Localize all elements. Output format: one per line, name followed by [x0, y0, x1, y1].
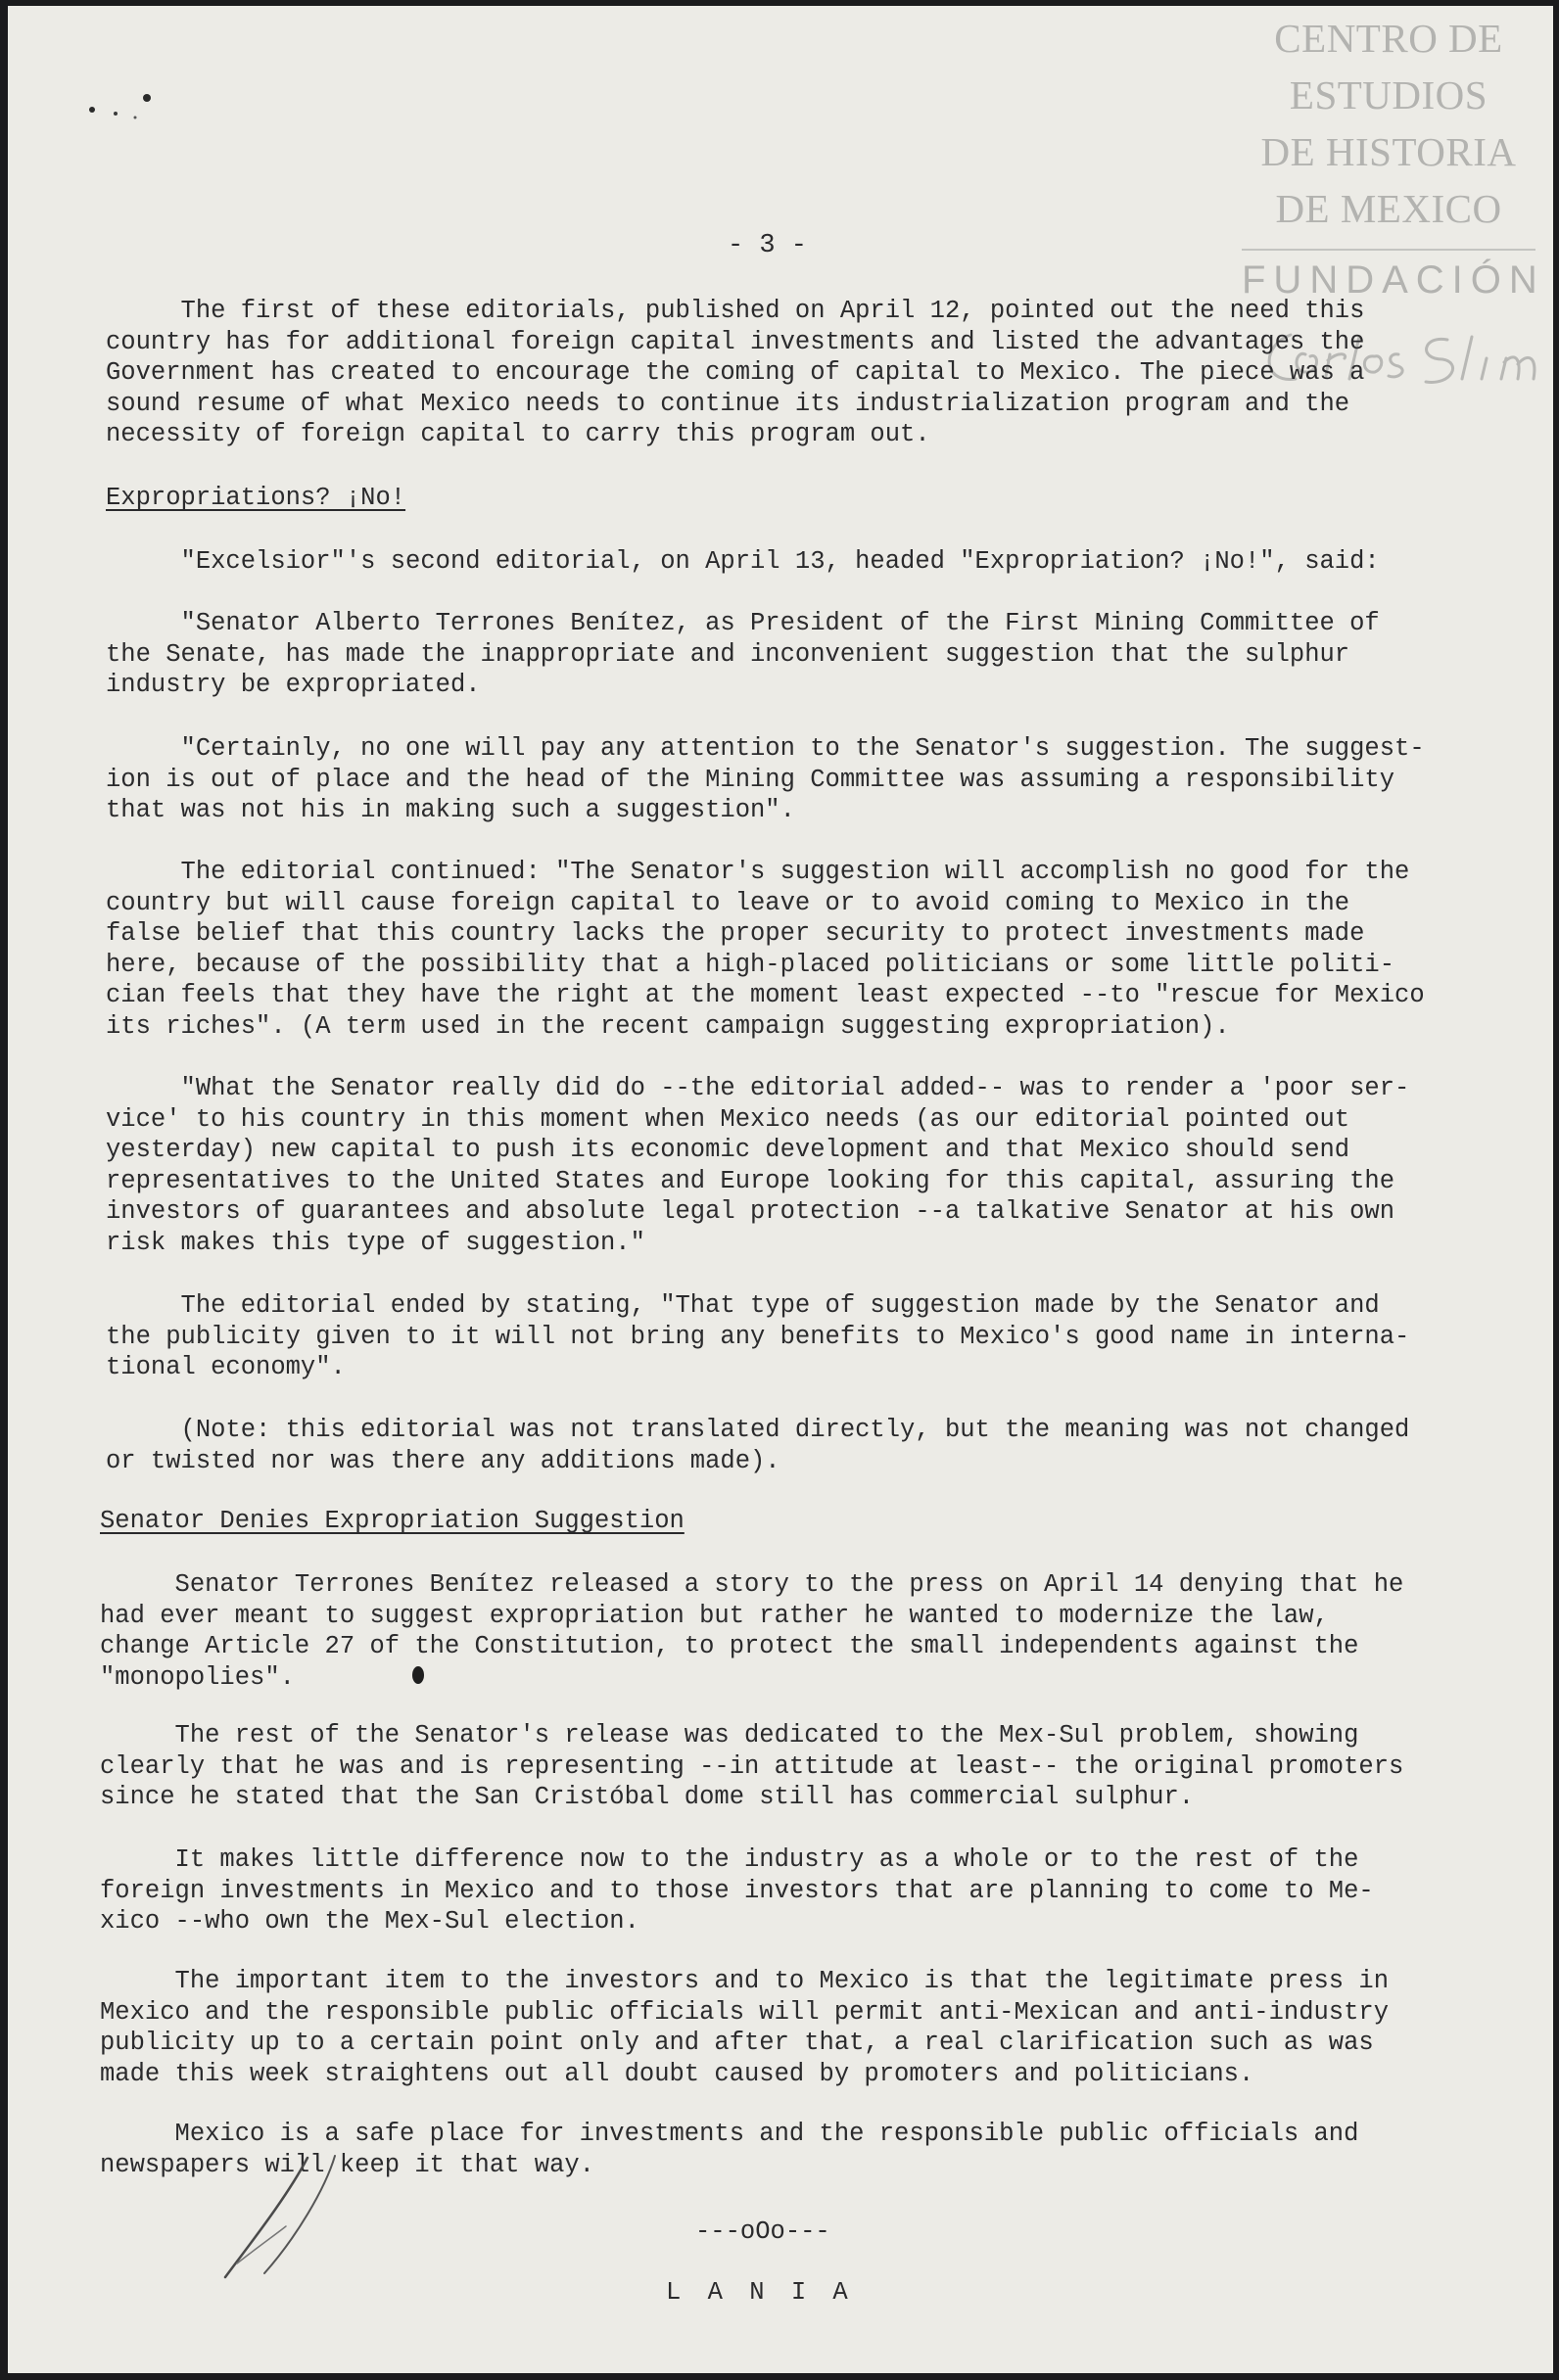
- archive-watermark: [1242, 10, 1545, 303]
- paragraph-12: The important item to the investors and to Mexico is that the legitimate press in Mexico and the responsible public officials will permit anti-Mexican and anti-industry publicity up to a certain point only and after that, a real clarification such as was made this week straightens out all doubt caused by promoters and politicians.: [100, 1967, 1390, 2088]
- ink-blot: [407, 1660, 431, 1690]
- paragraph-7: The editorial ended by stating, "That type of suggestion made by the Senator and the publicity given to it will not bring any benefits to Mexico's good name in interna- tional economy".: [106, 1291, 1410, 1381]
- paragraph-1: The first of these editorials, published on April 12, pointed out the need this country has for additional foreign capital investments and listed the advantages the Government has created to encourage the coming of capital to Mexico. The piece was a sound resume of what Mexico needs to continue its industrialization program and the necessity of foreign capital to carry this program out.: [106, 297, 1365, 448]
- paragraph-8: (Note: this editorial was not translated directly, but the meaning was not changed or twisted nor was there any additions made).: [106, 1416, 1410, 1475]
- watermark-divider: [1242, 249, 1535, 251]
- heading-expropriations: Expropriations? ¡No!: [106, 484, 406, 512]
- pencil-stroke-mark: [217, 2150, 374, 2287]
- paragraph-3: "Senator Alberto Terrones Benítez, as President of the First Mining Committee of the Senate, has made the inappropriate and inconvenient suggestion that the sulphur industry be expropriated.: [106, 609, 1380, 699]
- watermark-line-3: DE HISTORIA: [1260, 129, 1517, 174]
- paragraph-11: It makes little difference now to the industry as a whole or to the rest of the foreign investments in Mexico and to those investors that are planning to come to Me- xico --who own the Mex-Sul election.: [100, 1845, 1374, 1936]
- document-page: [8, 6, 1553, 2373]
- page-number: - 3 -: [728, 231, 808, 260]
- paragraph-4: "Certainly, no one will pay any attention to the Senator's suggestion. The suggest- ion is out of place and the head of the Mining Committee was assuming a responsibility that was not his in making such a suggestion".: [106, 734, 1425, 824]
- ink-specks: [78, 84, 186, 123]
- watermark-line-4: DE MEXICO: [1275, 186, 1502, 231]
- paragraph-10: The rest of the Senator's release was dedicated to the Mex-Sul problem, showing clearly that he was and is representing --in attitude at least-- the original promoters since he stated that the San Cristóbal dome still has commercial sulphur.: [100, 1721, 1404, 1811]
- signoff: L A N I A: [666, 2278, 854, 2307]
- paragraph-9: Senator Terrones Benítez released a story to the press on April 14 denying that he had ever meant to suggest expropriation but rather he wanted to modernize the law, change Article 27 of the Constitution, to protect the small independents against the "monopolies".: [100, 1570, 1404, 1692]
- paragraph-13: Mexico is a safe place for investments and the responsible public officials and newspapers will keep it that way.: [100, 2120, 1359, 2179]
- heading-senator-denies: Senator Denies Expropriation Suggestion: [100, 1507, 685, 1535]
- watermark-line-2: ESTUDIOS: [1289, 72, 1488, 117]
- watermark-line-1: CENTRO DE: [1274, 16, 1503, 61]
- paragraph-6: "What the Senator really did do --the editorial added-- was to render a 'poor ser- vice' to his country in this moment when Mexico needs (as our editorial pointed out yesterday) new capital to push its economic development and that Mexico should send representatives to the United States and Europe looking for this capital, assuring the investors of guarantees and absolute legal protection --a talkative Senator at his own risk makes this type of suggestion.": [106, 1074, 1410, 1257]
- watermark-foundation: FUNDACIÓN: [1242, 258, 1545, 302]
- paragraph-5: The editorial continued: "The Senator's suggestion will accomplish no good for the country but will cause foreign capital to leave or to avoid coming to Mexico in the false belief that this country lacks the proper security to protect investments made here, because of the possibility that a high-placed politicians or some little politi- cian feels that they have the right at the moment least expected --to "rescue for Mexico its riches". (A term used in the recent campaign suggesting expropriation).: [106, 858, 1425, 1041]
- paragraph-2: "Excelsior"'s second editorial, on April 13, headed "Expropriation? ¡No!", said:: [106, 547, 1380, 576]
- end-mark: ---oOo---: [695, 2217, 830, 2246]
